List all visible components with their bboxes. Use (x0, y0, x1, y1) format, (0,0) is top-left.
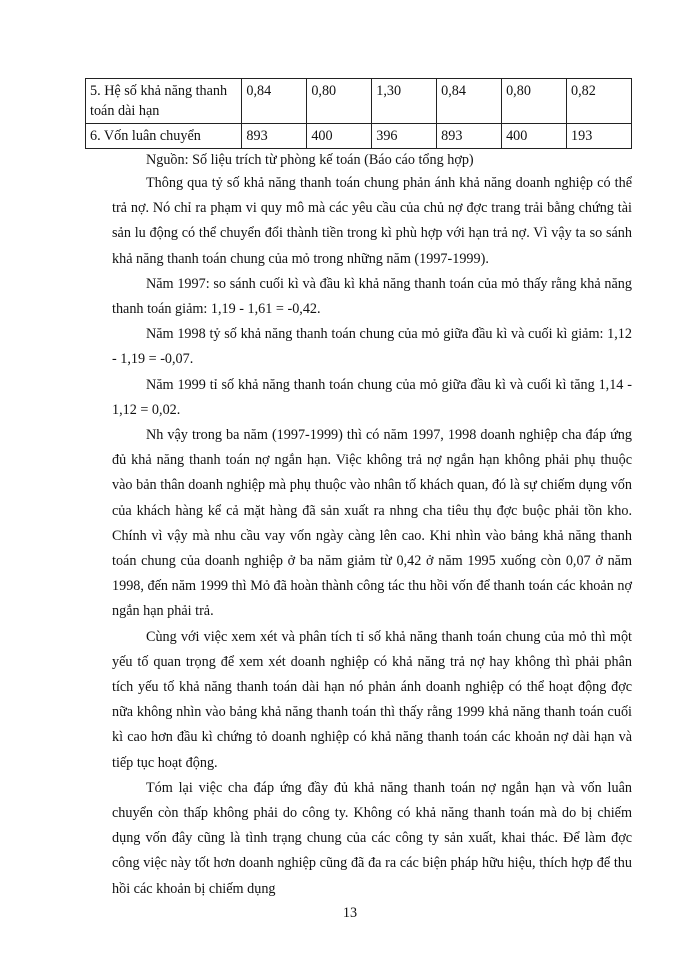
table-cell: 396 (372, 124, 437, 149)
source-note: Nguồn: Số liệu trích từ phòng kế toán (Báo cáo tổng hợp) (146, 152, 474, 168)
table-cell: 893 (437, 124, 502, 149)
table-cell: 0,80 (307, 79, 372, 124)
paragraph: Tóm lại việc cha đáp ứng đầy đủ khả năng thanh toán nợ ngắn hạn và vốn luân chuyển còn thấp không phải do công ty. Không có khả năng thanh toán mà do bị chiếm dụng vốn đây cũng là tình trạng chung của các công ty sản xuất, khai thác. Để làm đợc công việc này tốt hơn doanh nghiệp cũng đã đa ra các biện pháp hữu hiệu, thích hợp để thu hồi các khoản bị chiếm dụng (112, 779, 632, 897)
table-cell: 193 (567, 124, 632, 149)
row-label: 5. Hệ số khả năng thanh toán dài hạn (86, 79, 242, 124)
paragraph: Cùng với việc xem xét và phân tích tỉ số khả năng thanh toán chung của mỏ thì một yếu tố quan trọng để xem xét doanh nghiệp có khả năng trả nợ hay không thì phải phân tích yếu tố khả năng thanh toán dài hạn nó phản ánh doanh nghiệp có thể hoạt động đợc nữa không nhìn vào bảng khả năng thanh toán thì thấy rằng 1999 khả năng thanh toán cuối kì cao hơn đầu kì chứng tỏ doanh nghiệp có khả năng thanh toán các khoản nợ dài hạn và tiếp tục hoạt động. (112, 628, 632, 771)
table-cell: 0,84 (242, 79, 307, 124)
ratio-table (85, 78, 632, 149)
table-cell: 893 (242, 124, 307, 149)
paragraph: Năm 1998 tỷ số khả năng thanh toán chung của mỏ giữa đầu kì và cuối kì giảm: 1,12 - 1,19 = -0,07. (112, 326, 632, 368)
page-number: 13 (342, 905, 358, 921)
paragraph: Nh vậy trong ba năm (1997-1999) thì có năm 1997, 1998 doanh nghiệp cha đáp ứng đủ khả năng thanh toán nợ ngắn hạn. Việc không trả nợ ngắn hạn không phải phụ thuộc vào bản thân doanh nghiệp mà phụ thuộc vào nhân tố khách quan, đó là sự chiếm dụng vốn của khách hàng kể cả mặt hàng đã sản xuất ra nhng cha tiêu thụ đợc buộc phải tồn kho. Chính vì vậy mà nhu cầu vay vốn ngày càng lên cao. Khi nhìn vào bảng khả năng thanh toán chung của doanh nghiệp ở ba năm giảm từ 0,42 ở năm 1995 xuống còn 0,07 ở năm 1998, đến năm 1999 thì Mỏ đã hoàn thành công tác thu hồi vốn để thanh toán các khoản nợ ngắn hạn phải trả. (112, 427, 632, 620)
table-cell: 0,84 (437, 79, 502, 124)
table-cell: 0,80 (502, 79, 567, 124)
table-cell: 400 (307, 124, 372, 149)
table-row (86, 79, 632, 124)
body-text (112, 171, 632, 902)
paragraph: Thông qua tỷ số khả năng thanh toán chung phản ánh khả năng doanh nghiệp có thể trả nợ. Nó chỉ ra phạm vi quy mô mà các yêu cầu của chủ nợ đợc trang trải bằng chứng tài sản lu động có thể chuyển đổi thành tiền trong kì phù hợp với hạn trả nợ. Vì vậy ta so sánh khả năng thanh toán chung của mỏ trong những năm (1997-1999). (112, 175, 632, 267)
table-cell: 400 (502, 124, 567, 149)
row-label: 6. Vốn luân chuyển (86, 124, 242, 149)
paragraph: Năm 1999 tỉ số khả năng thanh toán chung của mỏ giữa đầu kì và cuối kì tăng 1,14 - 1,12 = 0,02. (112, 376, 632, 418)
paragraph: Năm 1997: so sánh cuối kì và đầu kì khả năng thanh toán của mỏ thấy rằng khả năng thanh toán giảm: 1,19 - 1,61 = -0,42. (112, 275, 632, 318)
table-cell: 0,82 (567, 79, 632, 124)
table-row (86, 124, 632, 149)
table-cell: 1,30 (372, 79, 437, 124)
